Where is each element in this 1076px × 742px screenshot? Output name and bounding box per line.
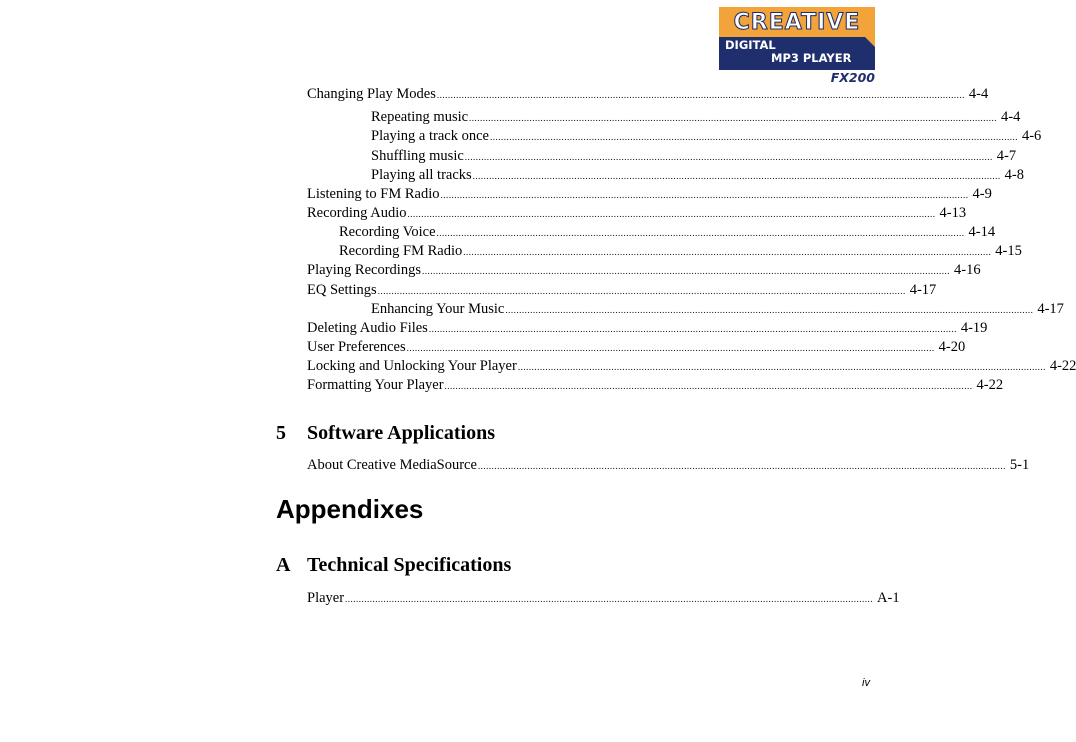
toc-leader-dots: ................................................................................................................................................................................................ (469, 113, 998, 123)
toc-entry-title: Shuffling music (371, 148, 464, 164)
logo-brand-bar (719, 7, 875, 37)
toc-entry-page: 4-13 (939, 205, 967, 221)
creative-logo (719, 7, 875, 85)
page-number: iv (862, 677, 870, 689)
toc-entry-page: 4-7 (996, 148, 1017, 164)
toc-entry[interactable] (371, 300, 1064, 319)
toc-entry-page: 5-1 (1009, 457, 1030, 473)
toc-entry-title: Listening to FM Radio (307, 186, 440, 202)
chapter-heading-software (276, 421, 495, 445)
toc-leader-dots: ................................................................................................................................................................................................ (517, 362, 1046, 372)
toc-leader-dots: ................................................................................................................................................................................................ (463, 247, 992, 257)
toc-entry[interactable] (371, 147, 1017, 166)
toc-entry-page: 4-20 (938, 339, 966, 355)
toc-leader-dots: ................................................................................................................................................................................................ (428, 324, 957, 334)
toc-leader-dots: ................................................................................................................................................................................................ (406, 343, 935, 353)
toc-entry-title: Deleting Audio Files (307, 320, 428, 336)
toc-entry-title: Playing all tracks (371, 167, 472, 183)
toc-leader-dots: ................................................................................................................................................................................................ (345, 594, 874, 604)
appendixes-heading: Appendixes (276, 494, 424, 524)
appendix-title: Technical Specifications (307, 554, 512, 576)
toc-entry[interactable] (307, 85, 989, 104)
toc-entry-page: 4-6 (1021, 128, 1042, 144)
toc-leader-dots: ................................................................................................................................................................................................ (472, 171, 1001, 181)
toc-entry-page: 4-19 (960, 320, 988, 336)
toc-leader-dots: ................................................................................................................................................................................................ (436, 90, 965, 100)
toc-entry-title: Locking and Unlocking Your Player (307, 358, 517, 374)
logo-product-bar (719, 37, 875, 70)
toc-entry[interactable] (307, 456, 1030, 475)
toc-entry-title: About Creative MediaSource (307, 457, 477, 473)
toc-entry-title: Player (307, 590, 345, 606)
toc-entry-page: 4-17 (909, 282, 937, 298)
toc-entry-page: 4-9 (972, 186, 992, 202)
toc-entry[interactable] (307, 261, 981, 280)
toc-entry-title: Enhancing Your Music (371, 301, 505, 317)
toc-entry-title: Repeating music (371, 109, 469, 125)
chapter-title: Software Applications (307, 422, 495, 444)
toc-entry[interactable] (307, 589, 900, 608)
toc-entry[interactable] (307, 376, 1004, 395)
toc-entry[interactable] (307, 281, 937, 300)
toc-entry[interactable] (307, 204, 967, 223)
toc-entry[interactable] (307, 338, 966, 357)
toc-leader-dots: ................................................................................................................................................................................................ (407, 209, 936, 219)
toc-entry-page: 4-8 (1004, 167, 1025, 183)
toc-entry-title: EQ Settings (307, 282, 377, 298)
toc-entry-title: Playing Recordings (307, 262, 421, 278)
logo-line1: DIGITAL (725, 38, 776, 52)
toc-entry[interactable] (371, 166, 1025, 185)
toc-leader-dots: ................................................................................................................................................................................................ (421, 266, 950, 276)
toc-entry-title: Changing Play Modes (307, 86, 436, 102)
toc-leader-dots: ................................................................................................................................................................................................ (489, 132, 1018, 142)
logo-line2: MP3 PLAYER (771, 51, 852, 65)
toc-entry[interactable] (307, 185, 992, 204)
toc-entry-title: User Preferences (307, 339, 406, 355)
chapter-heading-technical-specs (276, 553, 511, 577)
toc-leader-dots: ................................................................................................................................................................................................ (477, 461, 1006, 471)
toc-entry-page: 4-15 (995, 243, 1022, 259)
toc-entry-title: Playing a track once (371, 128, 489, 144)
toc-entry-page: 4-16 (953, 262, 981, 278)
toc-entry-page: 4-4 (968, 86, 989, 102)
toc-leader-dots: ................................................................................................................................................................................................ (444, 381, 973, 391)
toc-entry-page: 4-4 (1001, 109, 1021, 125)
toc-leader-dots: ................................................................................................................................................................................................ (464, 152, 993, 162)
toc-entry[interactable] (307, 357, 1076, 376)
toc-leader-dots: ................................................................................................................................................................................................ (436, 228, 965, 238)
appendix-letter: A (276, 554, 291, 576)
toc-entry[interactable] (339, 242, 1022, 261)
logo-brand-text: CREATIVE (733, 9, 861, 35)
toc-entry[interactable] (307, 319, 988, 338)
toc-entry-title: Recording Voice (339, 224, 436, 240)
toc-entry-title: Formatting Your Player (307, 377, 444, 393)
logo-corner-shape (865, 37, 875, 47)
toc-entry-title: Recording Audio (307, 205, 407, 221)
toc-entry-title: Recording FM Radio (339, 243, 463, 259)
toc-entry-page: 4-22 (1049, 358, 1076, 374)
toc-leader-dots: ................................................................................................................................................................................................ (440, 190, 969, 200)
toc-entry[interactable] (371, 108, 1021, 127)
chapter-number: 5 (276, 422, 286, 444)
toc-entry[interactable] (339, 223, 996, 242)
toc-leader-dots: ................................................................................................................................................................................................ (377, 286, 906, 296)
logo-model: FX200 (830, 70, 875, 85)
toc-entry[interactable] (371, 127, 1042, 146)
toc-entry-page: 4-17 (1037, 301, 1064, 317)
toc-leader-dots: ................................................................................................................................................................................................ (505, 305, 1034, 315)
toc-entry-page: 4-14 (968, 224, 996, 240)
toc-entry-page: 4-22 (976, 377, 1004, 393)
toc-entry-page: A-1 (877, 590, 900, 606)
